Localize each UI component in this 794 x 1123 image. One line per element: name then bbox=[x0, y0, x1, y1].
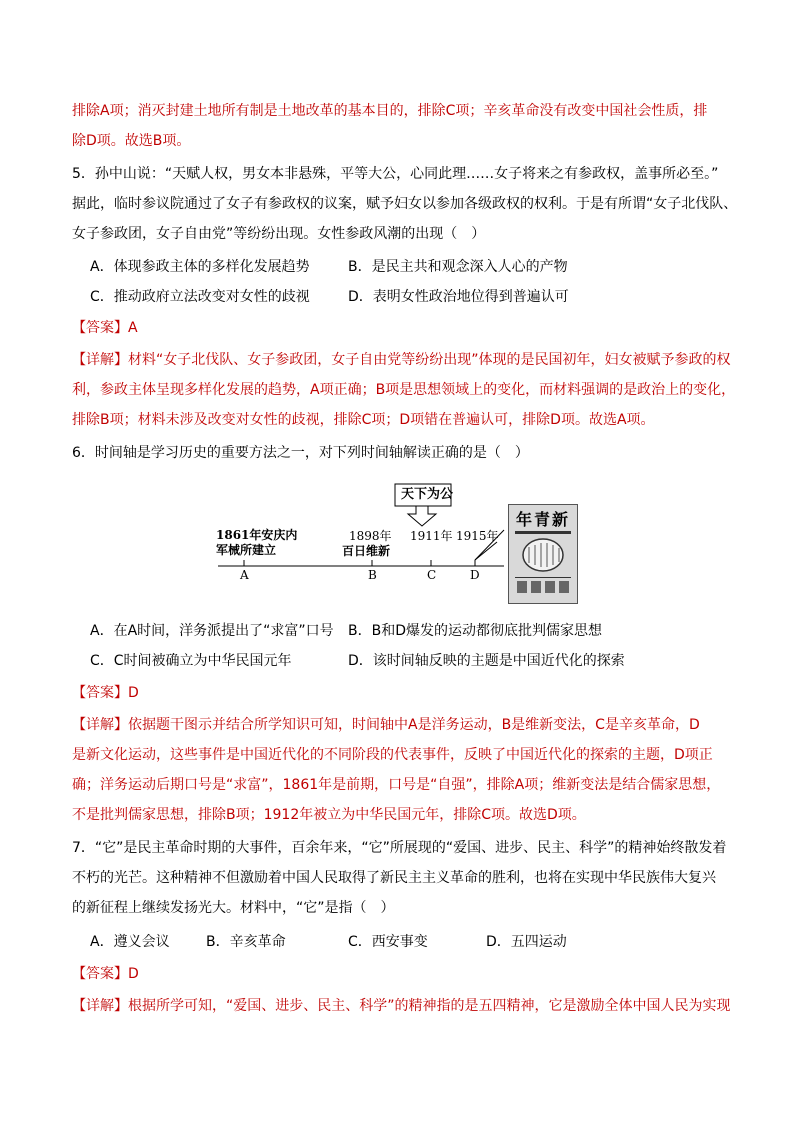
q5-option-d: D．表明女性政治地位得到普遍认可 bbox=[348, 289, 569, 305]
event-a-label-2: 军械所建立 bbox=[216, 543, 277, 557]
q7-stem-line-1: 7．“它”是民主革命时期的大事件，百余年来，“它”所展现的“爱国、进步、民主、科学”的精神始终散发着 bbox=[72, 840, 727, 856]
q5-option-a: A．体现参政主体的多样化发展趋势 bbox=[90, 259, 310, 275]
magazine-title: 年青新 bbox=[515, 510, 570, 529]
q5-explanation-line-3: 排除B项；材料未涉及改变对女性的歧视，排除C项；D项错在普遍认可，排除D项。故选A项。 bbox=[72, 412, 655, 428]
event-b-year: 1898年 bbox=[349, 529, 392, 543]
q5-explanation-line-2: 利，参政主体呈现多样化发展的趋势，A项正确；B项是思想领域上的变化，而材料强调的是政治上的变化， bbox=[72, 382, 736, 398]
q7-stem-line-3: 的新征程上继续发扬光大。材料中，“它”是指（ ） bbox=[72, 900, 395, 916]
q7-option-c: C．西安事变 bbox=[348, 934, 428, 950]
point-b-letter: B bbox=[368, 568, 377, 582]
q6-explanation-line-3: 确；洋务运动后期口号是“求富”，1861年是前期，口号是“自强”，排除A项；维新变法是结合儒家思想， bbox=[72, 777, 721, 793]
q6-option-c: C．C时间被确立为中华民国元年 bbox=[90, 653, 292, 669]
new-youth-magazine-cover bbox=[508, 504, 578, 604]
prev-explanation-line-2: 除D项。故选B项。 bbox=[72, 133, 191, 149]
q6-option-d: D．该时间轴反映的主题是中国近代化的探索 bbox=[348, 653, 625, 669]
q6-option-a: A．在A时间，洋务派提出了“求富”口号 bbox=[90, 623, 334, 639]
q6-option-b: B．B和D爆发的运动都彻底批判儒家思想 bbox=[348, 623, 602, 639]
point-a-letter: A bbox=[240, 568, 249, 582]
q6-explanation-line-2: 是新文化运动，这些事件是中国近代化的不同阶段的代表事件，反映了中国近代化的探索的主题，D项正 bbox=[72, 747, 713, 763]
prev-explanation-line-1: 排除A项；消灭封建土地所有制是土地改革的基本目的，排除C项；辛亥革命没有改变中国社会性质，排 bbox=[72, 103, 708, 119]
point-c-letter: C bbox=[427, 568, 437, 582]
q7-option-a: A．遵义会议 bbox=[90, 934, 170, 950]
q5-option-c: C．推动政府立法改变对女性的歧视 bbox=[90, 289, 310, 305]
event-a-label-1: 1861年安庆内 bbox=[216, 528, 298, 542]
q6-stem: 6．时间轴是学习历史的重要方法之一，对下列时间轴解读正确的是（ ） bbox=[72, 445, 529, 461]
timeline-figure bbox=[214, 478, 584, 604]
callout-text: 天下为公 bbox=[401, 487, 454, 502]
q7-answer: 【答案】D bbox=[72, 966, 139, 982]
magazine-ornament bbox=[509, 505, 577, 603]
q5-explanation-line-1: 【详解】材料“女子北伐队、女子参政团，女子自由党等纷纷出现”体现的是民国初年，妇女被赋予参政的权 bbox=[72, 352, 731, 368]
q7-option-d: D．五四运动 bbox=[486, 934, 567, 950]
event-c-year: 1911年 bbox=[410, 529, 453, 543]
q6-explanation-line-1: 【详解】依据题干图示并结合所学知识可知，时间轴中A是洋务运动，B是维新变法，C是辛亥革命，D bbox=[72, 717, 700, 733]
q7-option-b: B．辛亥革命 bbox=[206, 934, 286, 950]
event-d-year: 1915年 bbox=[456, 529, 499, 543]
callout-arrow bbox=[408, 506, 436, 526]
point-d-letter: D bbox=[470, 568, 480, 582]
event-b-label: 百日维新 bbox=[342, 544, 391, 558]
q5-stem-line-3: 女子参政团，女子自由党”等纷纷出现。女性参政风潮的出现（ ） bbox=[72, 226, 486, 242]
q7-stem-line-2: 不朽的光芒。这种精神不但激励着中国人民取得了新民主主义革命的胜利，也将在实现中华民族伟大复兴 bbox=[72, 870, 716, 886]
q7-explanation-line-1: 【详解】根据所学可知，“爱国、进步、民主、科学”的精神指的是五四精神，它是激励全体中国人民为实现 bbox=[72, 998, 731, 1014]
q6-explanation-line-4: 不是批判儒家思想，排除B项；1912年被立为中华民国元年，排除C项。故选D项。 bbox=[72, 807, 586, 823]
q5-option-b: B．是民主共和观念深入人心的产物 bbox=[348, 259, 568, 275]
q6-answer: 【答案】D bbox=[72, 685, 139, 701]
q5-stem-line-2: 据此，临时参议院通过了女子有参政权的议案，赋予妇女以参加各级政权的权利。于是有所谓“女子北伐队、 bbox=[72, 196, 738, 212]
q5-answer: 【答案】A bbox=[72, 320, 138, 336]
q5-stem-line-1: 5．孙中山说：“天赋人权，男女本非悬殊，平等大公，心同此理……女子将来之有参政权，盖事所必至。” bbox=[72, 166, 719, 182]
